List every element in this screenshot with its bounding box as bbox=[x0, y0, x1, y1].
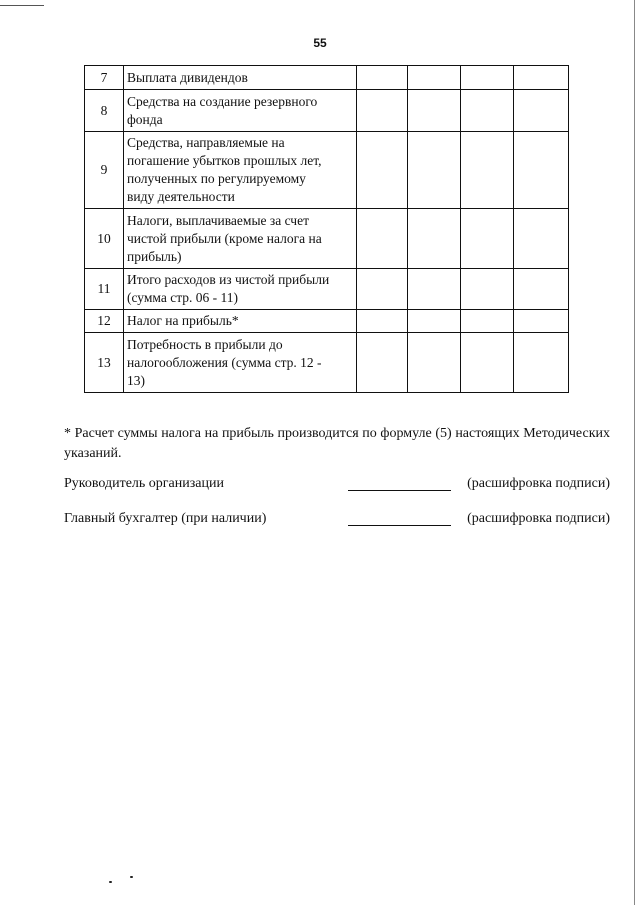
row-number: 11 bbox=[85, 269, 124, 310]
table-row bbox=[85, 333, 569, 393]
value-cell bbox=[514, 333, 569, 393]
value-cell bbox=[357, 333, 408, 393]
value-cell bbox=[408, 66, 461, 90]
value-cell bbox=[408, 333, 461, 393]
table-row bbox=[85, 66, 569, 90]
value-cell bbox=[461, 90, 514, 132]
value-cell bbox=[408, 90, 461, 132]
value-cell bbox=[514, 132, 569, 209]
value-cell bbox=[357, 269, 408, 310]
value-cell bbox=[357, 310, 408, 333]
row-number: 12 bbox=[85, 310, 124, 333]
row-label-line: Налог на прибыль* bbox=[127, 313, 239, 328]
value-cell bbox=[461, 209, 514, 269]
scan-speck bbox=[109, 881, 112, 883]
row-label-line: чистой прибыли (кроме налога на bbox=[127, 230, 322, 246]
row-number: 8 bbox=[85, 90, 124, 132]
row-label-line: налогообложения (сумма стр. 12 - bbox=[127, 354, 322, 370]
value-cell bbox=[514, 310, 569, 333]
value-cell bbox=[461, 269, 514, 310]
signature-label: Главный бухгалтер (при наличии) bbox=[64, 511, 267, 526]
value-cell bbox=[461, 66, 514, 90]
row-label-line: виду деятельности bbox=[127, 189, 235, 204]
signature-label: Руководитель организации bbox=[64, 476, 224, 491]
signature-decode: (расшифровка подписи) bbox=[467, 476, 610, 491]
row-label bbox=[124, 333, 357, 393]
footnote: * Расчет суммы налога на прибыль производится по формуле (5) настоящих Методических указаний. bbox=[64, 426, 610, 461]
signature-line bbox=[348, 490, 451, 491]
page-number: 55 bbox=[313, 36, 327, 50]
value-cell bbox=[408, 310, 461, 333]
value-cell bbox=[514, 90, 569, 132]
row-label-line: погашение убытков прошлых лет, bbox=[127, 153, 322, 168]
row-label-line: Потребность в прибыли до bbox=[127, 336, 283, 352]
table-row bbox=[85, 269, 569, 310]
value-cell bbox=[408, 209, 461, 269]
row-label-line: Выплата дивидендов bbox=[127, 69, 248, 85]
signature-line bbox=[348, 525, 451, 526]
scan-speck bbox=[130, 876, 133, 878]
value-cell bbox=[514, 269, 569, 310]
value-cell bbox=[461, 132, 514, 209]
signature-row-accountant bbox=[64, 511, 610, 531]
row-number: 7 bbox=[85, 66, 124, 90]
value-cell bbox=[514, 209, 569, 269]
row-label bbox=[124, 269, 357, 310]
scan-edge-right bbox=[634, 0, 635, 905]
row-label bbox=[124, 132, 357, 209]
value-cell bbox=[408, 132, 461, 209]
row-number: 13 bbox=[85, 333, 124, 393]
row-label bbox=[124, 310, 357, 333]
row-label-line: прибыль) bbox=[127, 248, 182, 264]
scan-edge-top bbox=[0, 5, 44, 6]
row-number: 9 bbox=[85, 132, 124, 209]
table-row bbox=[85, 132, 569, 209]
value-cell bbox=[357, 90, 408, 132]
value-cell bbox=[461, 310, 514, 333]
signature-decode: (расшифровка подписи) bbox=[467, 511, 610, 526]
row-label-line: полученных по регулируемому bbox=[127, 171, 306, 186]
table-row bbox=[85, 90, 569, 132]
value-cell bbox=[408, 269, 461, 310]
row-label-line: Средства, направляемые на bbox=[127, 135, 285, 150]
row-label-line: 13) bbox=[127, 372, 145, 388]
table-row bbox=[85, 310, 569, 333]
row-label-line: Налоги, выплачиваемые за счет bbox=[127, 212, 309, 228]
value-cell bbox=[357, 132, 408, 209]
value-cell bbox=[357, 209, 408, 269]
row-label bbox=[124, 209, 357, 269]
value-cell bbox=[461, 333, 514, 393]
value-cell bbox=[514, 66, 569, 90]
row-label-line: Итого расходов из чистой прибыли bbox=[127, 272, 330, 287]
row-label bbox=[124, 90, 357, 132]
row-label-line: фонда bbox=[127, 111, 163, 127]
signature-row-director bbox=[64, 476, 610, 496]
value-cell bbox=[357, 66, 408, 90]
expense-table bbox=[84, 65, 569, 393]
row-label bbox=[124, 66, 357, 90]
row-label-line: (сумма стр. 06 - 11) bbox=[127, 290, 239, 305]
table-row bbox=[85, 209, 569, 269]
row-label-line: Средства на создание резервного bbox=[127, 93, 318, 109]
row-number: 10 bbox=[85, 209, 124, 269]
